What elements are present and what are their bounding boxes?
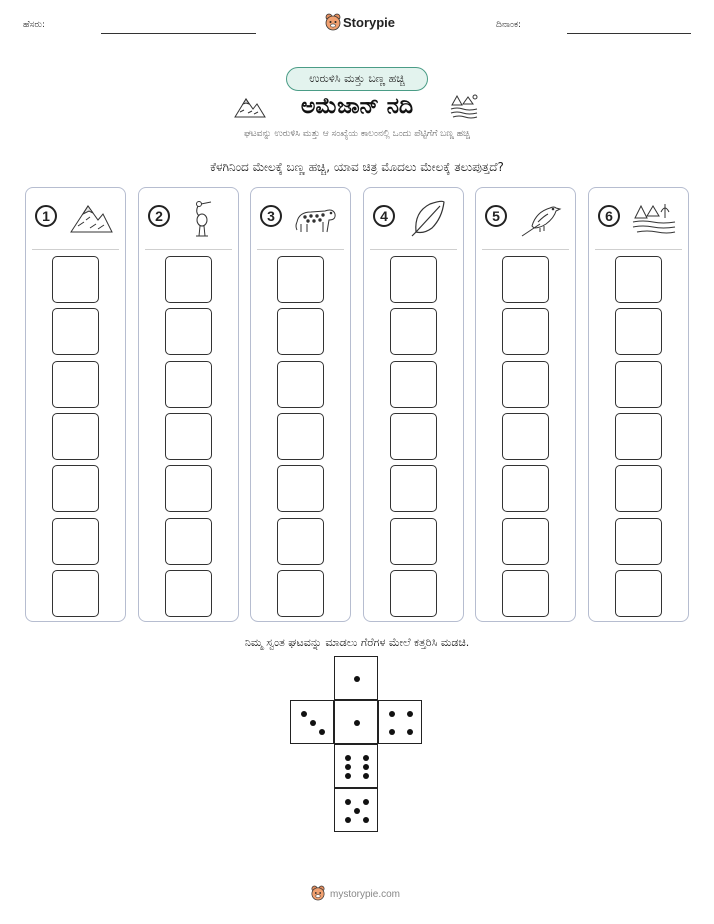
column-5 [475, 187, 576, 622]
color-box[interactable] [277, 256, 324, 303]
name-label: ಹೆಸರು: [23, 20, 46, 30]
color-box[interactable] [277, 413, 324, 460]
color-box[interactable] [390, 308, 437, 355]
dice-pip [345, 764, 351, 770]
column-4 [363, 187, 464, 622]
color-box[interactable] [277, 361, 324, 408]
dice-pip [345, 799, 351, 805]
color-box[interactable] [615, 465, 662, 512]
dice-face [378, 700, 422, 744]
dice-face [334, 656, 378, 700]
color-box[interactable] [165, 518, 212, 565]
color-box[interactable] [390, 361, 437, 408]
dice-pip [407, 729, 413, 735]
dice-pip [363, 773, 369, 779]
column-3 [250, 187, 351, 622]
jaguar-icon [293, 198, 339, 238]
dice-face [290, 700, 334, 744]
dice-pip [354, 720, 360, 726]
color-box[interactable] [52, 465, 99, 512]
column-1 [25, 187, 126, 622]
color-box[interactable] [615, 570, 662, 617]
color-box[interactable] [277, 308, 324, 355]
color-box[interactable] [615, 518, 662, 565]
dice-face [334, 700, 378, 744]
color-box[interactable] [52, 570, 99, 617]
column-divider [370, 249, 457, 250]
dice-pip [354, 676, 360, 682]
color-box[interactable] [165, 361, 212, 408]
color-box[interactable] [502, 570, 549, 617]
column-number: 1 [35, 205, 57, 227]
dice-pip [301, 711, 307, 717]
activity-badge: ಉರುಳಿಸಿ ಮತ್ತು ಬಣ್ಣ ಹಚ್ಚಿ [286, 67, 428, 91]
color-box[interactable] [502, 465, 549, 512]
color-box[interactable] [615, 256, 662, 303]
dice-pip [310, 720, 316, 726]
leaf-icon [406, 198, 452, 238]
heron-icon [181, 198, 227, 238]
color-box[interactable] [165, 570, 212, 617]
date-line [567, 33, 691, 34]
date-label: ದಿನಾಂಕ: [496, 20, 522, 30]
color-box[interactable] [165, 413, 212, 460]
storypie-footer-icon [311, 885, 325, 901]
color-box[interactable] [52, 518, 99, 565]
subtitle: ಘಟವನ್ನು ಉರುಳಿಸಿ ಮತ್ತು ಆ ಸಂಖ್ಯೆಯ ಕಾಲಂನಲ್ಲಿ ಒಂದು ಪೆಟ್ಟಿಗೆಗೆ ಬಣ್ಣ ಹಚ್ಚಿ [244, 129, 470, 139]
column-divider [595, 249, 682, 250]
column-number: 3 [260, 205, 282, 227]
footer-url: mystorypie.com [330, 889, 401, 900]
color-box[interactable] [615, 308, 662, 355]
dice-pip [345, 817, 351, 823]
color-box[interactable] [165, 308, 212, 355]
color-box[interactable] [165, 465, 212, 512]
question: ಕೆಳಗಿನಿಂದ ಮೇಲಕ್ಕೆ ಬಣ್ಣ ಹಚ್ಚಿ, ಯಾವ ಚಿತ್ರ ಮೊದಲು ಮೇಲಕ್ಕೆ ತಲುಪುತ್ತದೆ? [210, 160, 504, 174]
dice-pip [363, 817, 369, 823]
mountain-icon [68, 198, 114, 238]
color-box[interactable] [277, 570, 324, 617]
color-box[interactable] [502, 256, 549, 303]
color-box[interactable] [390, 256, 437, 303]
dice-net [290, 656, 424, 836]
dice-pip [345, 773, 351, 779]
color-box[interactable] [615, 413, 662, 460]
dice-pip [363, 764, 369, 770]
color-box[interactable] [502, 518, 549, 565]
dice-face [334, 788, 378, 832]
page-title: ಅಮೆಜಾನ್ ನದಿ [300, 94, 414, 119]
column-divider [482, 249, 569, 250]
dice-face [334, 744, 378, 788]
bird-icon [518, 198, 564, 238]
column-number: 6 [598, 205, 620, 227]
color-box[interactable] [277, 518, 324, 565]
name-line [101, 33, 256, 34]
color-box[interactable] [390, 465, 437, 512]
color-box[interactable] [52, 308, 99, 355]
color-box[interactable] [390, 413, 437, 460]
column-divider [145, 249, 232, 250]
column-number: 2 [148, 205, 170, 227]
column-2 [138, 187, 239, 622]
color-box[interactable] [615, 361, 662, 408]
column-divider [32, 249, 119, 250]
storypie-logo-icon [325, 13, 341, 31]
color-box[interactable] [502, 361, 549, 408]
dice-pip [345, 755, 351, 761]
dice-pip [363, 755, 369, 761]
color-box[interactable] [52, 413, 99, 460]
color-box[interactable] [390, 518, 437, 565]
column-number: 5 [485, 205, 507, 227]
column-6 [588, 187, 689, 622]
logo-text: Storypie [343, 15, 396, 30]
color-box[interactable] [277, 465, 324, 512]
column-divider [257, 249, 344, 250]
color-box[interactable] [502, 413, 549, 460]
dice-pip [363, 799, 369, 805]
column-number: 4 [373, 205, 395, 227]
instruction: ನಿಮ್ಮ ಸ್ವಂತ ಘಟವನ್ನು ಮಾಡಲು ಗೆರೆಗಳ ಮೇಲೆ ಕತ್ತರಿಸಿ ಮಡಚಿ. [244, 636, 470, 649]
color-box[interactable] [52, 256, 99, 303]
dice-pip [354, 808, 360, 814]
dice-pip [407, 711, 413, 717]
color-box[interactable] [165, 256, 212, 303]
color-box[interactable] [390, 570, 437, 617]
dice-pip [389, 729, 395, 735]
dice-pip [319, 729, 325, 735]
dice-pip [389, 711, 395, 717]
village-title-icon [449, 91, 479, 121]
color-box[interactable] [52, 361, 99, 408]
color-box[interactable] [502, 308, 549, 355]
village-icon [631, 198, 677, 238]
